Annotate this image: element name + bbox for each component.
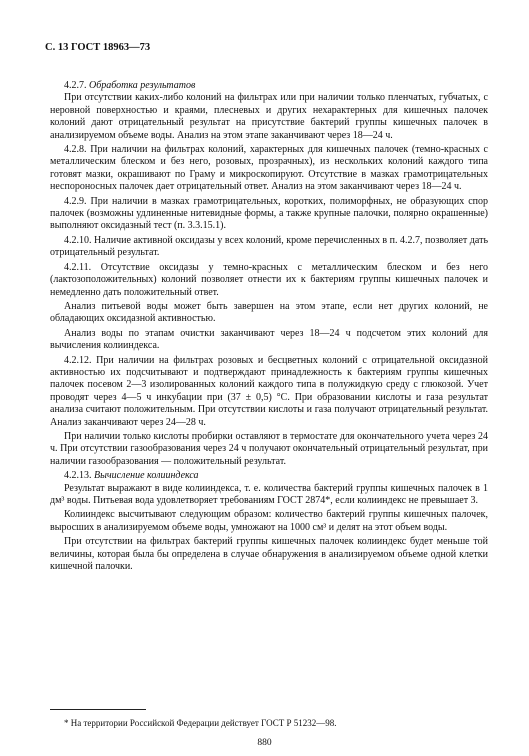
section-heading-4-2-7 [50,80,488,92]
section-number: 4.2.7. [64,80,87,91]
section-title: Вычисление колииндекса [94,470,199,482]
footnote-divider [50,709,146,710]
paragraph: Результат выражают в виде колииндекса, т. е. количества бактерий группы кишечных палочек в 1 дм³ воды. Питьевая вода удовлетворяет требованиям ГОСТ 2874*, если колииндекс не превышает 3. [50,482,488,506]
paragraph: Колииндекс высчитывают следующим образом: количество бактерий группы кишечных палочек, выросших в анализируемом объеме воды, умножают на 1000 см³ и делят на этот объем воды. [50,509,488,533]
running-header: С. 13 ГОСТ 18963—73 [45,42,151,53]
paragraph: При отсутствии на фильтрах бактерий группы кишечных палочек колииндекс будет меньше той величины, которая была бы определена в случае обнаружения в анализируемом объеме одной клетки кишечной палочки. [50,536,488,573]
document-body [50,80,488,575]
paragraph: 4.2.11. Отсутствие оксидазы у темно-красных с металлическим блеском и без него (лактозоположительных) колоний позволяет отнести их к бактериям группы кишечных палочек и немедленно дать положительный ответ. [50,261,488,298]
paragraph: При отсутствии каких-либо колоний на фильтрах или при наличии только пленчатых, губчатых, с неровной поверхностью и краями, плесневых и других нехарактерных для кишечных палочек колоний дают отрицательный результат на присутствие бактерий группы кишечных палочек в анализируемом объеме воды. Анализ на этом этапе заканчивают через 18—24 ч. [50,92,488,141]
footnote: * На территории Российской Федерации действует ГОСТ Р 51232—98. [64,718,337,728]
paragraph: 4.2.9. При наличии в мазках грамотрицательных, коротких, полиморфных, не образующих спор палочек (возможны удлиненные нитевидные формы, а также крупные палочки, полярно окрашенные) выполняют оксидазный тест (п. 3.3.15.1). [50,195,488,232]
paragraph: Анализ питьевой воды может быть завершен на этом этапе, если нет других колоний, не обладающих оксидазной активностью. [50,300,488,325]
paragraph: При наличии только кислоты пробирки оставляют в термостате для окончательного учета через 24 ч. При отсутствии газообразования через 24 ч получают окончательный отрицательный результат, при наличии газообразования — положительный результат. [50,430,488,467]
paragraph: Анализ воды по этапам очистки заканчивают через 18—24 ч подсчетом этих колоний для вычисления колииндекса. [50,327,488,352]
section-number: 4.2.13. [64,470,92,482]
section-title: Обработка результатов [89,80,196,91]
paragraph: 4.2.10. Наличие активной оксидазы у всех колоний, кроме перечисленных в п. 4.2.7, позволяет дать отрицательный результат. [50,234,488,259]
page-number: 880 [257,738,272,748]
section-heading-4-2-13 [50,470,488,482]
paragraph: 4.2.8. При наличии на фильтрах колоний, характерных для кишечных палочек (темно-красных с металлическим блеском и без него, розовых, прозрачных), из нескольких колоний каждого типа готовят мазки, окрашивают по Граму и микроскопируют. Отсутствие в мазках грамотрицательных неспороносных палочек дает отрицательный ответ. Анализ на этом заканчивают через 18—24 ч. [50,144,488,193]
paragraph: 4.2.12. При наличии на фильтрах розовых и бесцветных колоний с отрицательной оксидазной активностью их подсчитывают и подтверждают принадлежность к бактериям группы кишечных палочек посевом 2—3 изолированных колоний каждого типа в полужидкую среду с глюкозой. Учет проводят через 4—5 ч инкубации при (37 ± 0,5) °С. При образовании кислоты и газа результат анализа считают положительным. При отсутствии кислоты и газа получают отрицательный результат. Анализ заканчивают через 24—28 ч. [50,354,488,428]
